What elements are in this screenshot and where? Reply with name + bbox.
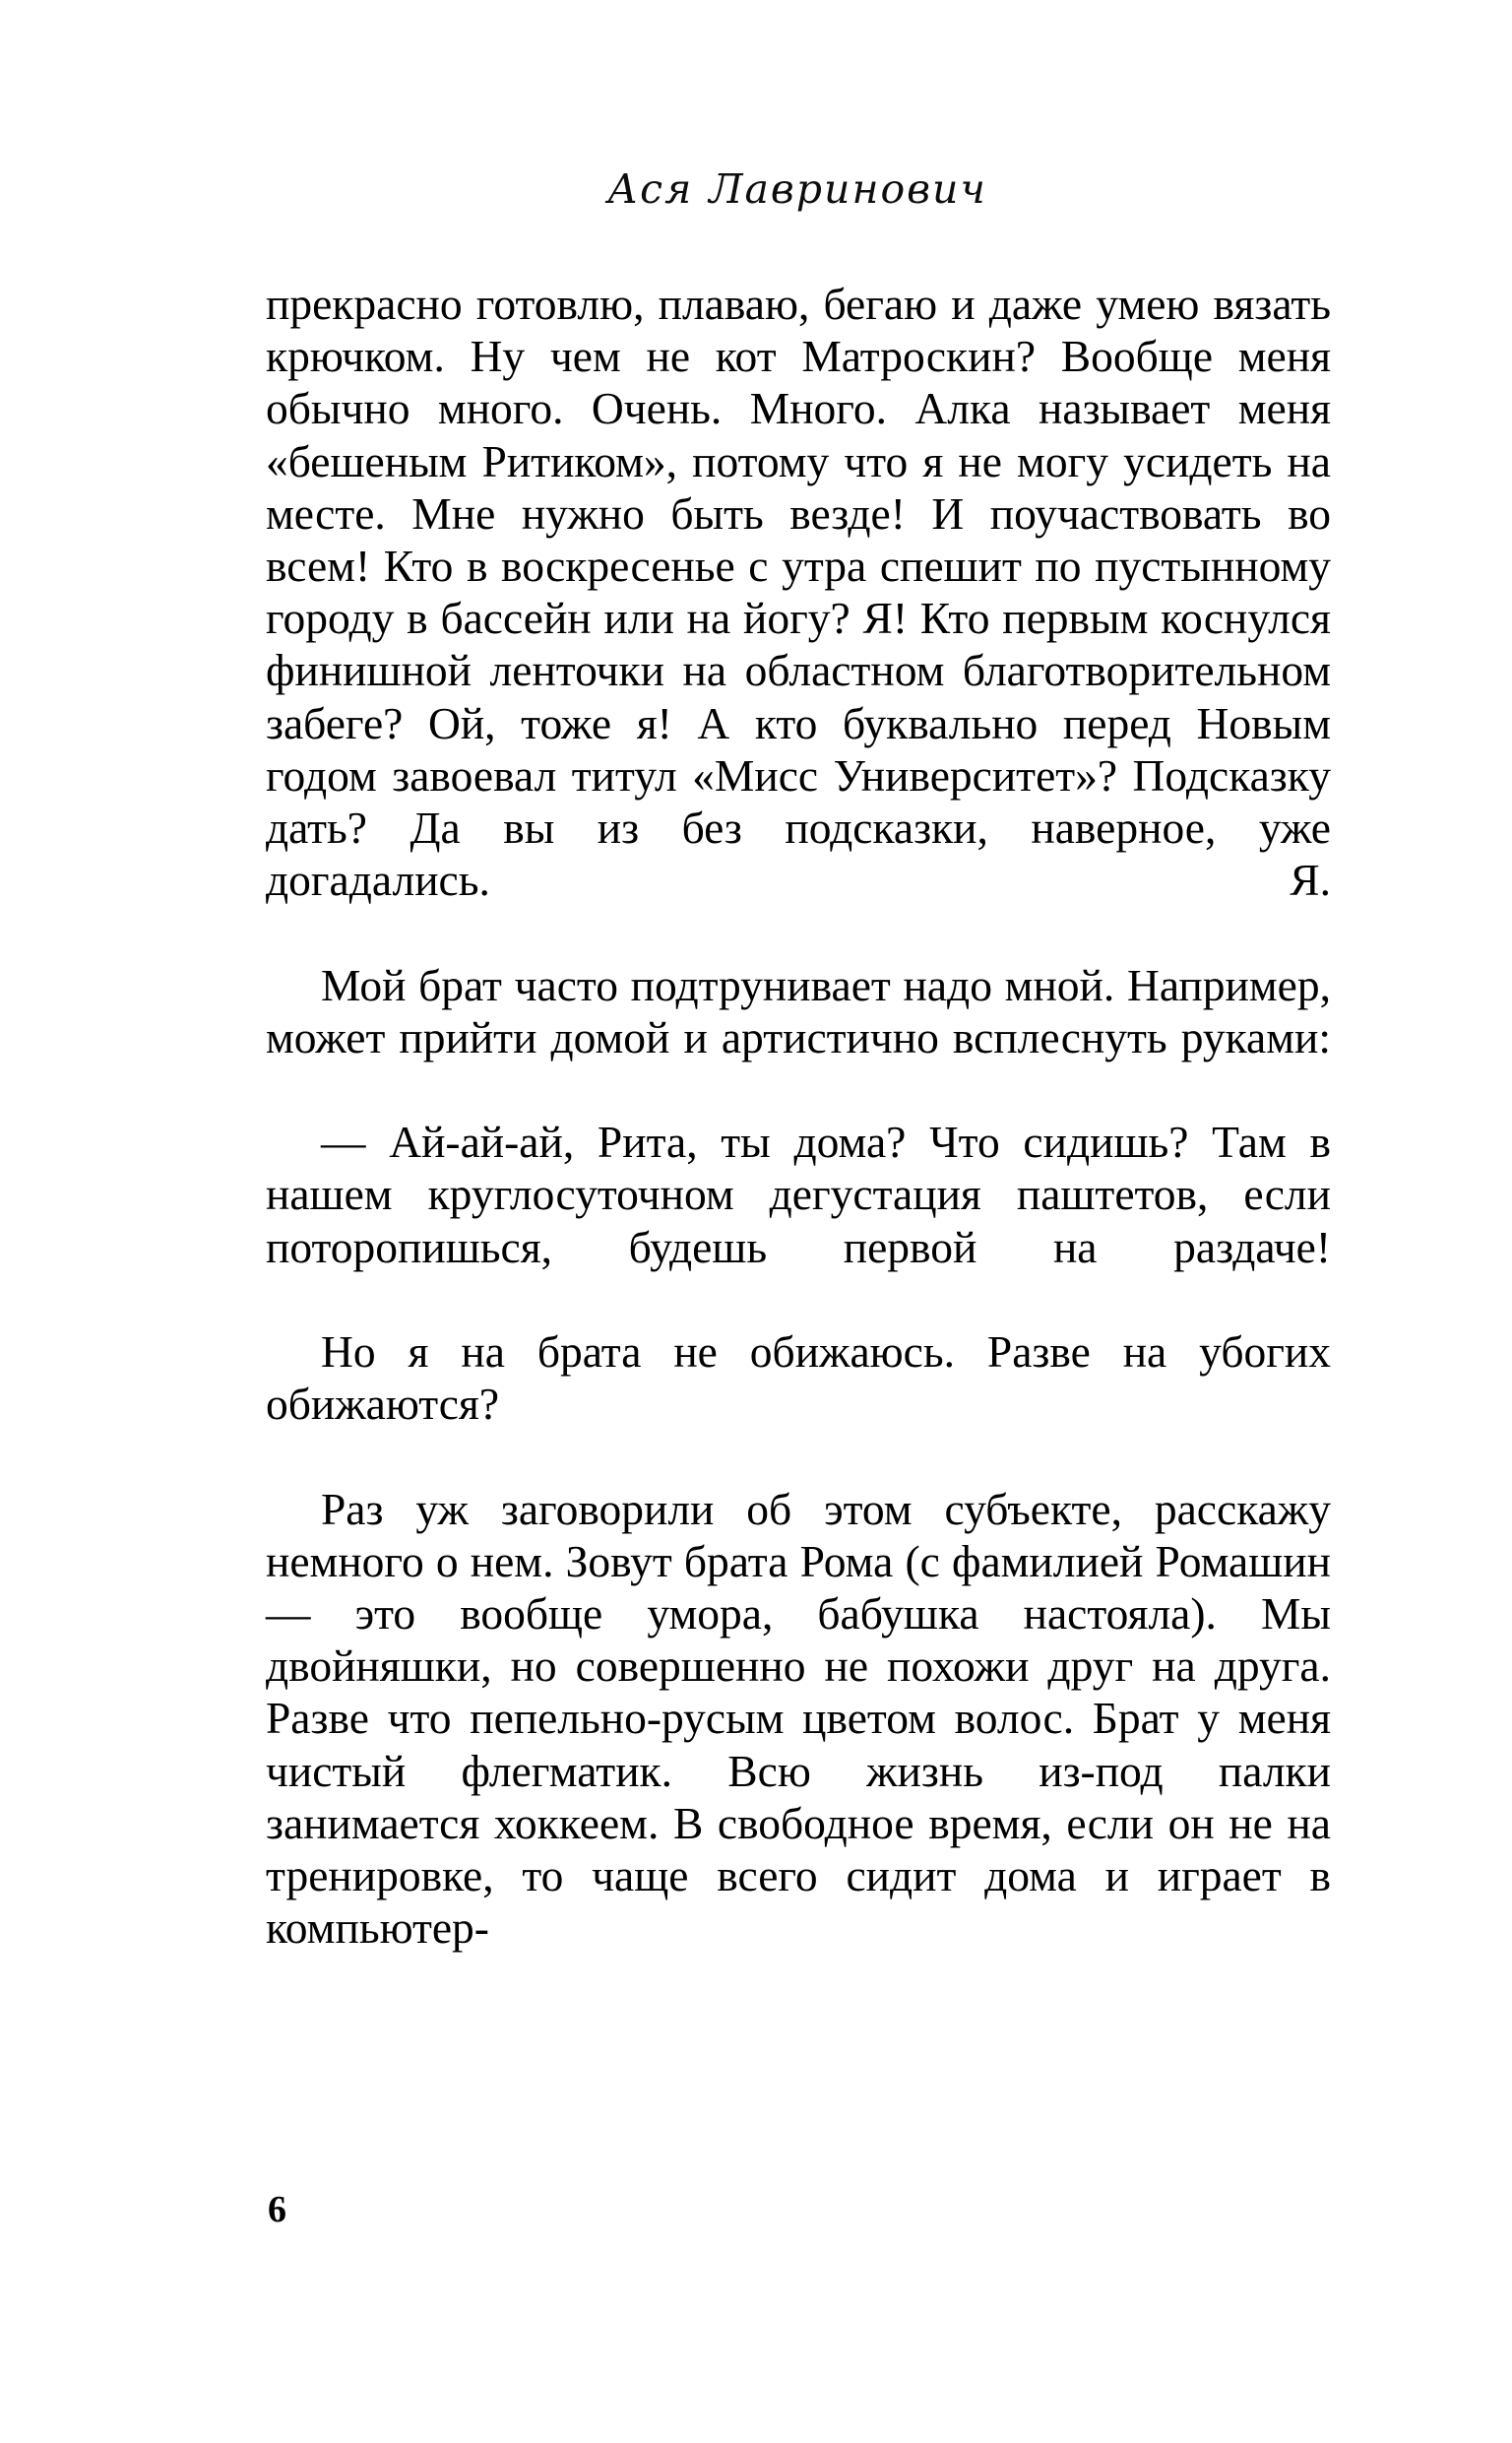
running-head-author xyxy=(266,165,1329,213)
paragraph-dialogue: — Ай-ай-ай, Рита, ты дома? Что сидишь? Там в нашем круглосуточном дегустация паштетов, если поторопишься, будешь первой на раздаче! xyxy=(266,1117,1331,1272)
running-head-last-name: Лавринович xyxy=(709,165,987,213)
page-number: 6 xyxy=(268,2189,286,2230)
body-text xyxy=(266,278,1331,1955)
paragraph: Но я на брата не обижаюсь. Разве на убогих обижаются? xyxy=(266,1326,1331,1430)
running-head-first-name: Ася xyxy=(607,165,694,213)
paragraph: Мой брат часто подтрунивает надо мной. Например, может прийти домой и артистично всплеснуть руками: xyxy=(266,959,1331,1062)
paragraph-continued: прекрасно готовлю, плаваю, бегаю и даже умею вязать крючком. Ну чем не кот Матроскин? Вообще меня обычно много. Очень. Много. Алка называет меня «бешеным Ритиком», потому что я не могу усидеть на месте. Мне нужно быть везде! И поучаствовать во всем! Кто в воскресенье с утра спешит по пустынному городу в бассейн или на йогу? Я! Кто первым коснулся финишной ленточки на областном благотворительном забеге? Ой, тоже я! А кто буквально перед Новым годом завоевал титул «Мисс Университет»? Подсказку дать? Да вы из без подсказки, наверное, уже догадались. Я. xyxy=(266,279,1331,906)
paragraph-truncated: Раз уж заговорили об этом субъекте, расскажу немного о нем. Зовут брата Рома (с фамилией Ромашин — это вообще умора, бабушка настояла). Мы двойняшки, но совершенно не похожи друг на друга. Разве что пепельно-русым цветом волос. Брат у меня чистый флегматик. Всю жизнь из-под палки занимается хоккеем. В свободное время, если он не на тренировке, то чаще всего сидит дома и играет в компьютер- xyxy=(266,1483,1331,1954)
